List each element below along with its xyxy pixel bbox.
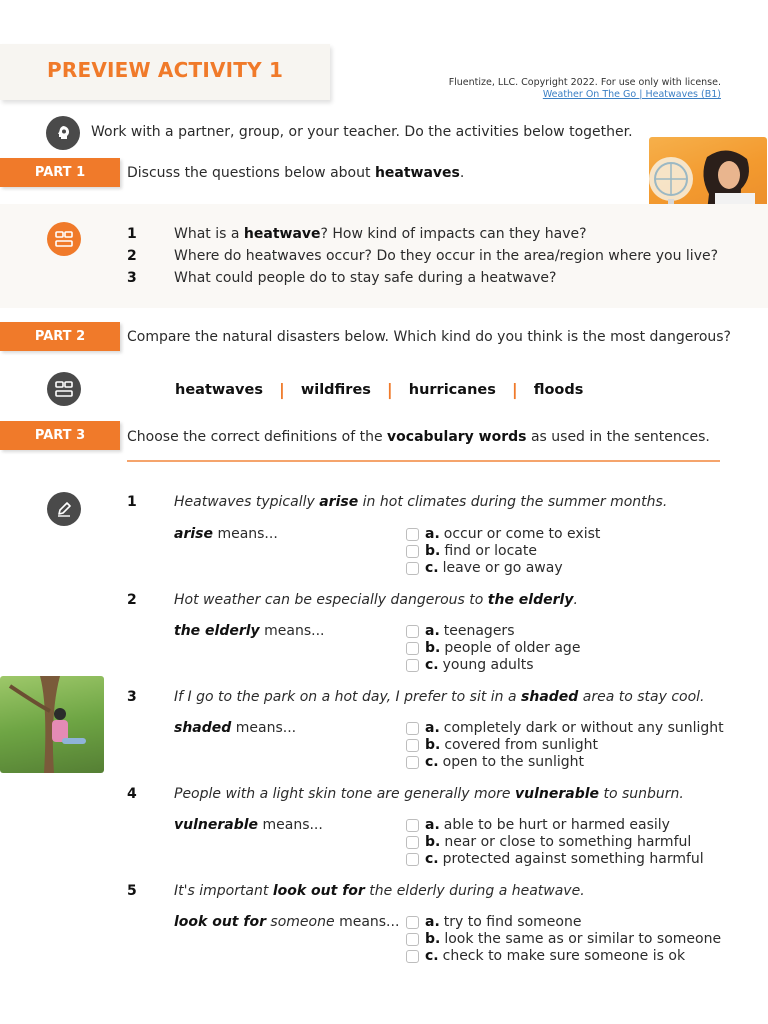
person-under-tree-photo	[0, 676, 104, 773]
compare-icon	[47, 372, 81, 406]
option-a[interactable]: a. teenagers	[406, 623, 514, 639]
option-c[interactable]: c. young adults	[406, 657, 534, 673]
option-c[interactable]: c. open to the sunlight	[406, 754, 584, 770]
item-sentence: People with a light skin tone are generally more vulnerable to sunburn.	[174, 786, 684, 802]
option-a[interactable]: a. completely dark or without any sunlight	[406, 720, 724, 736]
checkbox[interactable]	[406, 756, 419, 769]
option-c[interactable]: c. protected against something harmful	[406, 851, 704, 867]
option-a[interactable]: a. try to find someone	[406, 914, 581, 930]
checkbox[interactable]	[406, 659, 419, 672]
checkbox[interactable]	[406, 916, 419, 929]
item-sentence: If I go to the park on a hot day, I prefer to sit in a shaded area to stay cool.	[174, 689, 705, 705]
item-number: 4	[127, 786, 137, 802]
item-sentence: Hot weather can be especially dangerous to the elderly.	[174, 592, 578, 608]
option-a[interactable]: a. able to be hurt or harmed easily	[406, 817, 670, 833]
part-1-tab: PART 1	[0, 158, 120, 187]
checkbox[interactable]	[406, 625, 419, 638]
option-b[interactable]: b. find or locate	[406, 543, 537, 559]
word-item: wildfires	[300, 381, 371, 398]
checkbox[interactable]	[406, 950, 419, 963]
part-3-tab: PART 3	[0, 421, 120, 450]
brain-gear-icon	[46, 116, 80, 150]
checkbox[interactable]	[406, 836, 419, 849]
question-number: 1	[127, 226, 137, 242]
checkbox[interactable]	[406, 528, 419, 541]
word-item: heatwaves	[175, 381, 263, 398]
item-number: 3	[127, 689, 137, 705]
checkbox[interactable]	[406, 739, 419, 752]
checkbox[interactable]	[406, 933, 419, 946]
word-separator: |	[278, 380, 285, 399]
option-b[interactable]: b. people of older age	[406, 640, 580, 656]
question-number: 3	[127, 270, 137, 286]
word-item: floods	[533, 381, 584, 398]
question-number: 2	[127, 248, 137, 264]
option-c[interactable]: c. leave or go away	[406, 560, 563, 576]
checkbox[interactable]	[406, 562, 419, 575]
checkbox[interactable]	[406, 722, 419, 735]
checkbox[interactable]	[406, 853, 419, 866]
discussion-icon	[47, 222, 81, 256]
disaster-word-list	[175, 380, 583, 399]
part-2-tab: PART 2	[0, 322, 120, 351]
question-text: What is a heatwave? How kind of impacts can they have?	[174, 226, 587, 242]
intro-text: Work with a partner, group, or your teacher. Do the activities below together.	[91, 124, 633, 140]
part-1-instruction: Discuss the questions below about heatwaves.	[127, 165, 465, 181]
section-divider	[127, 460, 720, 462]
question-text: What could people do to stay safe during a heatwave?	[174, 270, 557, 286]
term-means: the elderly means...	[174, 623, 325, 639]
word-item: hurricanes	[408, 381, 496, 398]
option-a[interactable]: a. occur or come to exist	[406, 526, 600, 542]
term-means: arise means...	[174, 526, 278, 542]
part-3-instruction: Choose the correct definitions of the vocabulary words as used in the sentences.	[127, 429, 710, 445]
pencil-icon	[47, 492, 81, 526]
term-means: shaded means...	[174, 720, 297, 736]
item-number: 2	[127, 592, 137, 608]
checkbox[interactable]	[406, 545, 419, 558]
question-text: Where do heatwaves occur? Do they occur in the area/region where you live?	[174, 248, 719, 264]
copyright-block	[449, 77, 721, 101]
copyright-text: Fluentize, LLC. Copyright 2022. For use only with license.	[448, 77, 721, 88]
option-b[interactable]: b. near or close to something harmful	[406, 834, 691, 850]
item-sentence: It's important look out for the elderly during a heatwave.	[174, 883, 585, 899]
part-2-instruction: Compare the natural disasters below. Which kind do you think is the most dangerous?	[127, 329, 731, 345]
source-link[interactable]: Weather On The Go | Heatwaves (B1)	[542, 89, 721, 100]
checkbox[interactable]	[406, 819, 419, 832]
option-b[interactable]: b. look the same as or similar to someone	[406, 931, 721, 947]
option-c[interactable]: c. check to make sure someone is ok	[406, 948, 685, 964]
item-sentence: Heatwaves typically arise in hot climates during the summer months.	[174, 494, 668, 510]
page-title: PREVIEW ACTIVITY 1	[47, 58, 284, 82]
item-number: 1	[127, 494, 137, 510]
term-means: vulnerable means...	[174, 817, 323, 833]
checkbox[interactable]	[406, 642, 419, 655]
word-separator: |	[386, 380, 393, 399]
term-means: look out for someone means...	[174, 914, 400, 930]
option-b[interactable]: b. covered from sunlight	[406, 737, 598, 753]
word-separator: |	[511, 380, 518, 399]
item-number: 5	[127, 883, 137, 899]
